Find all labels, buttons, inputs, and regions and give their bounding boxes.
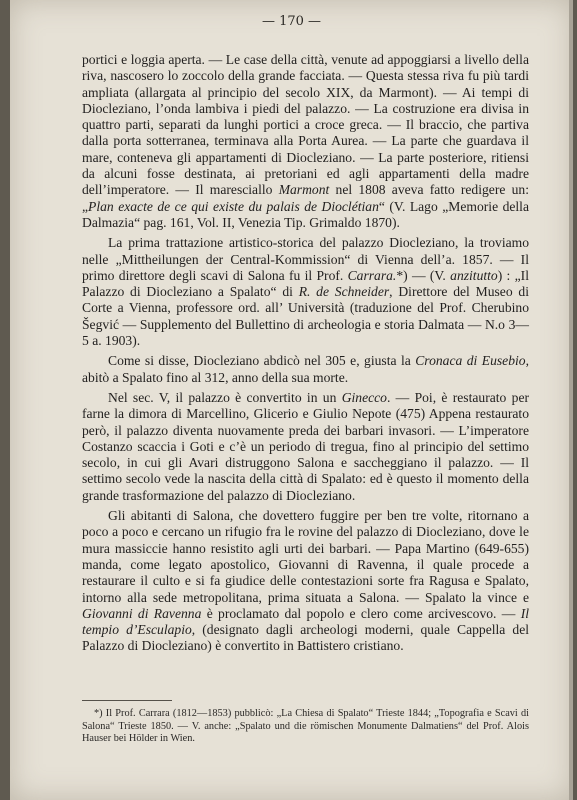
text-segment: Nel sec. V, il palazzo è convertito in un	[108, 389, 342, 405]
italic-segment: Marmont	[278, 182, 330, 198]
paragraph-4	[82, 390, 529, 504]
text-segment: , (designato dagli archeologi moderni, quale Cappella del Palazzo di Diocleziano) è convertito in Battistero cristiano.	[82, 622, 530, 654]
paragraph-1	[82, 52, 529, 231]
italic-segment: Plan exacte de ce qui existe du palais de Dioclétian	[88, 198, 379, 214]
text-segment: Gli abitanti di Salona, che dovettero fuggire per ben tre volte, ritornano a poco a poco e cercano un rifugio fra le rovine del palazzo di Diocleziano, dove le mura massiccie hanno resistito agli urti dei barbari. — Papa Martino (649-655) manda, come legato apostolico, Giovanni di Ravenna, il quale procede a restaurare il culto e si fa giudice delle contestazioni sorte fra Ragusa e Spalato, intorno alla sede metropolitana, prima situata a Salona. — Spalato la vince e	[82, 508, 529, 605]
footnote-rule	[82, 700, 172, 701]
italic-segment: Cronaca di Eusebio	[415, 353, 526, 369]
text-segment: nel 1808 aveva fatto redigere un: „	[82, 182, 530, 214]
text-segment: portici e loggia aperta. — Le case della città, venute ad appoggiarsi a livello della riva, nascosero lo zoccolo della grande facciata. — Questa stessa riva fu più tardi ampliata (allargata al principio del secolo XIX, da Marmont). — Ai tempi di Diocleziano, l’onda lambiva i piedi del palazzo. — La costruzione era divisa in quattro parti, separati da lunghi portici a croce greca. — Il braccio, che partiva dalla porta sotterranea, terminava alla Porta Aurea. — La parte che guardava il mare, conteneva gli appartamenti di Diocleziano. — La parte posteriore, ritiensi da alcuni fosse destinata, ai pretoriani ed agli appartamenti della madre dell’imperatore. — Il maresciallo	[82, 52, 529, 198]
text-segment: , abitò a Spalato fino al 312, anno della sua morte.	[82, 353, 529, 385]
text-segment: . — Poi, è restaurato per farne la dimora di Marcellino, Glicerio e Giulio Nepote (475) Appena restaurato però, il palazzo diventa nuovamente preda dei barbari invasori. — L’imperatore Costanzo scaccia i Goti e c’è un periodo di tregua, fino al principio del settimo secolo, in cui gli Avari distruggono Salona e saccheggiano il palazzo. — Il settimo secolo vede la nascita della città di Spalato: ed è questo il momento della grande trasformazione del palazzo di Diocleziano.	[82, 389, 529, 503]
book-page	[10, 0, 573, 800]
italic-segment: anzitutto	[450, 267, 498, 283]
page-number: — 170 —	[261, 14, 322, 29]
text-segment: è proclamato dal popolo e clero come arcivescovo. —	[201, 605, 521, 621]
paragraph-5	[82, 508, 529, 655]
page-edge	[569, 0, 573, 800]
italic-segment: Ginecco	[341, 389, 387, 405]
paragraph-2	[82, 235, 529, 349]
text-segment: “ (V. Lago „Memorie della Dalmazia“ pag. 161, Vol. II, Venezia Tip. Grimaldo 1870).	[82, 198, 529, 230]
text-segment: La prima trattazione artistico-storica del palazzo Diocleziano, la troviamo nelle „Mittheilungen der Central-Kommission“ di Vienna dell’a. 1857. — Il primo direttore degli scavi di Salona fu il Prof.	[82, 235, 529, 283]
text-segment: , Direttore del Museo di Corte a Vienna, professore ord. all’ Università (traduzione del Prof. Cherubino Šegvić — Supplemento del Bullettino di archeologia e storia Dalmata — N.o 3—5 a. 1903).	[82, 284, 529, 349]
italic-segment: R. de Schneider	[298, 284, 390, 300]
italic-segment: Giovanni di Ravenna	[82, 605, 202, 621]
text-segment: Come si disse, Diocleziano abdicò nel 305 e, giusta la	[108, 353, 416, 369]
text-segment: *) — (V.	[396, 267, 451, 283]
footnote: *) Il Prof. Carrara (1812—1853) pubblicò: „La Chiesa di Spalato“ Trieste 1844; „Topografia e Scavi di Salona“ Trieste 1850. — V. anche: „Spalato und die römischen Monumente Dalmatiens“ del Prof. Alois Hauser bei Hölder in Wien.	[82, 708, 529, 745]
paragraph-3	[82, 353, 529, 386]
text-segment: ) : „Il Palazzo di Diocleziano a Spalato“ di	[82, 267, 529, 300]
italic-segment: Il tempio d’Esculapio	[82, 605, 529, 638]
italic-segment: Carrara.	[347, 267, 397, 283]
body-text	[82, 52, 529, 659]
